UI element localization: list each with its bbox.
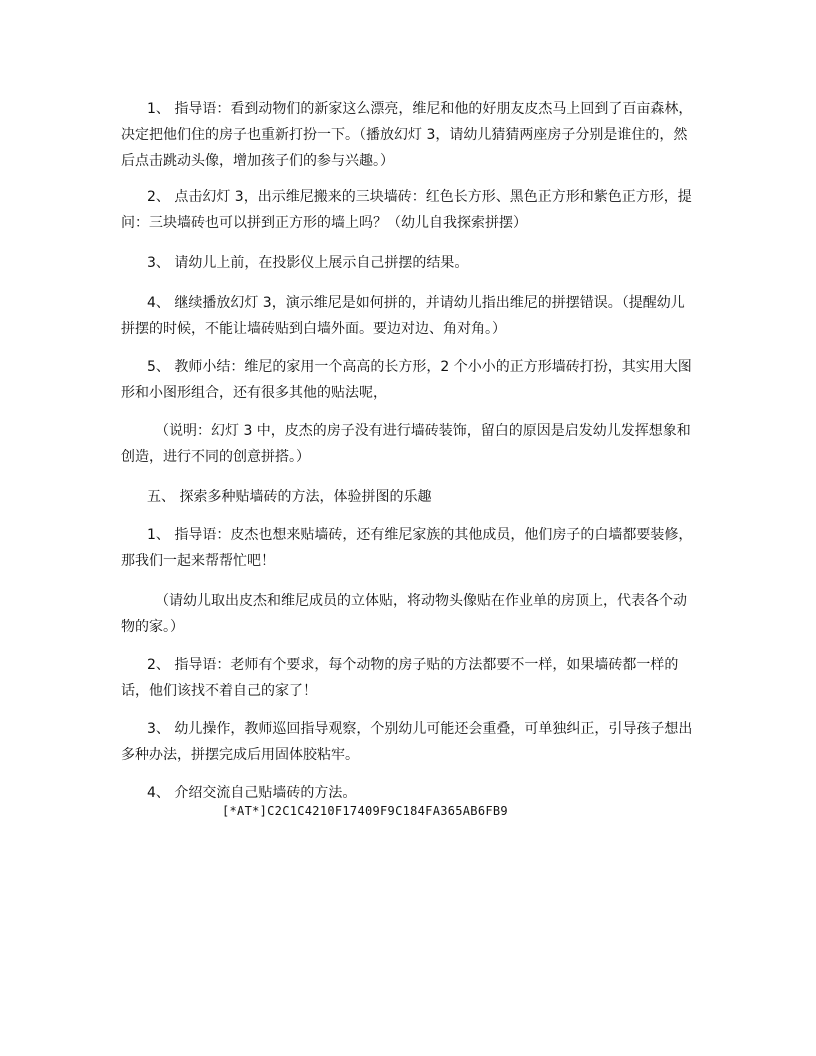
paragraph-step-3-projector: 3、 请幼儿上前，在投影仪上展示自己拼摆的结果。 (147, 255, 469, 271)
paragraph-step-1-intro: 1、 指导语：看到动物们的新家这么漂亮，维尼和他的好朋友皮杰马上回到了百亩森林，决定把他们住的房子也重新打扮一下。（播放幻灯 3，请幼儿猜猜两座房子分别是谁住的，然后点击跳动头像，增加孩子们的参与兴趣。） (121, 101, 693, 169)
paragraph-step-2-click-slide: 2、 点击幻灯 3，出示维尼搬来的三块墙砖：红色长方形、黑色正方形和紫色正方形，提问：三块墙砖也可以拼到正方形的墙上吗？（幼儿自我探索拼摆） (121, 189, 692, 231)
paragraph-section5-step-1: 1、 指导语：皮杰也想来贴墙砖，还有维尼家族的其他成员，他们房子的白墙都要装修，那我们一起来帮帮忙吧！ (121, 527, 693, 569)
section-heading-five: 五、 探索多种贴墙砖的方法，体验拼图的乐趣 (147, 489, 432, 505)
paragraph-step-5-summary: 5、 教师小结：维尼的家用一个高高的长方形，2 个小小的正方形墙砖打扮，其实用大图形和小图形组合，还有很多其他的贴法呢， (121, 359, 692, 401)
document-id-code: [*AT*]C2C1C4210F17409F9C184FA365AB6FB9 (222, 804, 508, 818)
paragraph-section5-note: （请幼儿取出皮杰和维尼成员的立体贴，将动物头像贴在作业单的房顶上，代表各个动物的家。） (121, 593, 687, 635)
paragraph-step-4-demo: 4、 继续播放幻灯 3，演示维尼是如何拼的，并请幼儿指出维尼的拼摆错误。（提醒幼儿拼摆的时候，不能让墙砖贴到白墙外面。要边对边、角对角。） (121, 295, 685, 337)
paragraph-section5-step-3: 3、 幼儿操作，教师巡回指导观察，个别幼儿可能还会重叠，可单独纠正，引导孩子想出多种办法，拼摆完成后用固体胶粘牢。 (121, 721, 693, 763)
paragraph-section5-step-2: 2、 指导语：老师有个要求，每个动物的房子贴的方法都要不一样，如果墙砖都一样的话，他们该找不着自己的家了！ (121, 657, 679, 699)
paragraph-note-slide: （说明：幻灯 3 中，皮杰的房子没有进行墙砖装饰，留白的原因是启发幼儿发挥想象和创造，进行不同的创意拼搭。） (121, 423, 691, 465)
paragraph-section5-step-4: 4、 介绍交流自己贴墙砖的方法。 (147, 785, 357, 801)
